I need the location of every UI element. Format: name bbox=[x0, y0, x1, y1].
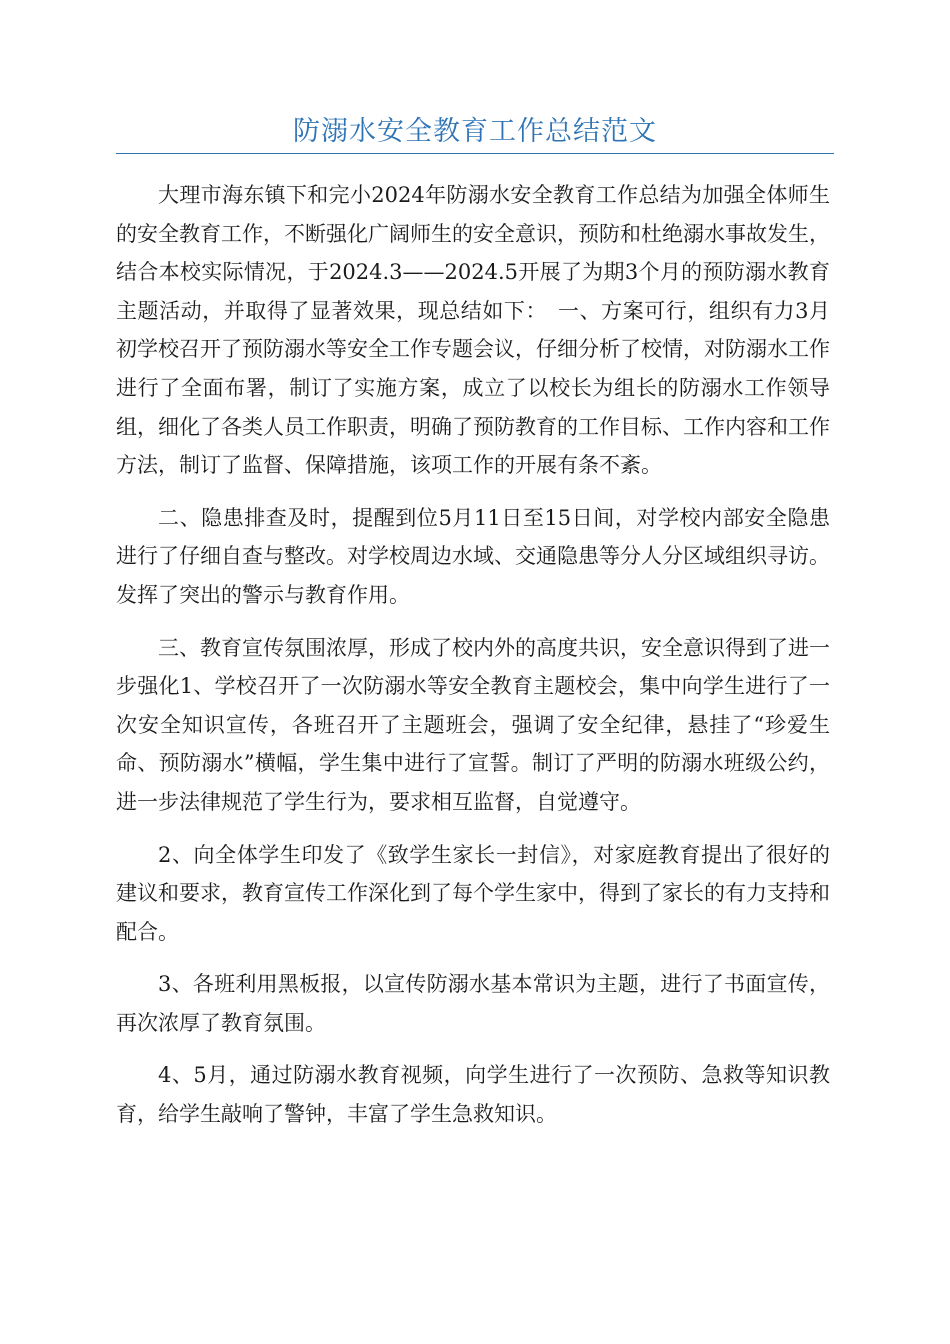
title-underline bbox=[116, 153, 834, 154]
paragraph-education-publicity: 三、教育宣传氛围浓厚，形成了校内外的高度共识，安全意识得到了进一步强化1、学校召开了一次防溺水等安全教育主题校会，集中向学生进行了一次安全知识宣传，各班召开了主题班会，强调了安全纪律，悬挂了“珍爱生命、预防溺水”横幅，学生集中进行了宣誓。制订了严明的防溺水班级公约，进一步法律规范了学生行为，要求相互监督，自觉遵守。 bbox=[116, 635, 830, 814]
paragraph-hazard-check: 二、隐患排查及时，提醒到位5月11日至15日间，对学校内部安全隐患进行了仔细自查与整改。对学校周边水域、交通隐患等分人分区域组织寻访。发挥了突出的警示与教育作用。 bbox=[116, 505, 830, 607]
document-title: 防溺水安全教育工作总结范文 bbox=[293, 116, 657, 147]
paragraph-parent-letter: 2、向全体学生印发了《致学生家长一封信》，对家庭教育提出了很好的建议和要求，教育宣传工作深化到了每个学生家中，得到了家长的有力支持和配合。 bbox=[116, 842, 830, 944]
paragraph-intro: 大理市海东镇下和完小2024年防溺水安全教育工作总结为加强全体师生的安全教育工作，不断强化广阔师生的安全意识，预防和杜绝溺水事故发生，结合本校实际情况，于2024.3——2024.5开展了为期3个月的预防溺水教育主题活动，并取得了显著效果，现总结如下： 一、方案可行，组织有力3月初学校召开了预防溺水等安全工作专题会议，仔细分析了校情，对防溺水工作进行了全面布署，制订了实施方案，成立了以校长为组长的防溺水工作领导组，细化了各类人员工作职责，明确了预防教育的工作目标、工作内容和工作方法，制订了监督、保障措施，该项工作的开展有条不紊。 bbox=[116, 183, 830, 478]
paragraph-blackboard: 3、各班利用黑板报，以宣传防溺水基本常识为主题，进行了书面宣传，再次浓厚了教育氛围。 bbox=[116, 972, 830, 1035]
paragraph-video-education: 4、5月，通过防溺水教育视频，向学生进行了一次预防、急救等知识教育，给学生敲响了警钟，丰富了学生急救知识。 bbox=[116, 1063, 830, 1127]
document-body bbox=[116, 176, 830, 1148]
